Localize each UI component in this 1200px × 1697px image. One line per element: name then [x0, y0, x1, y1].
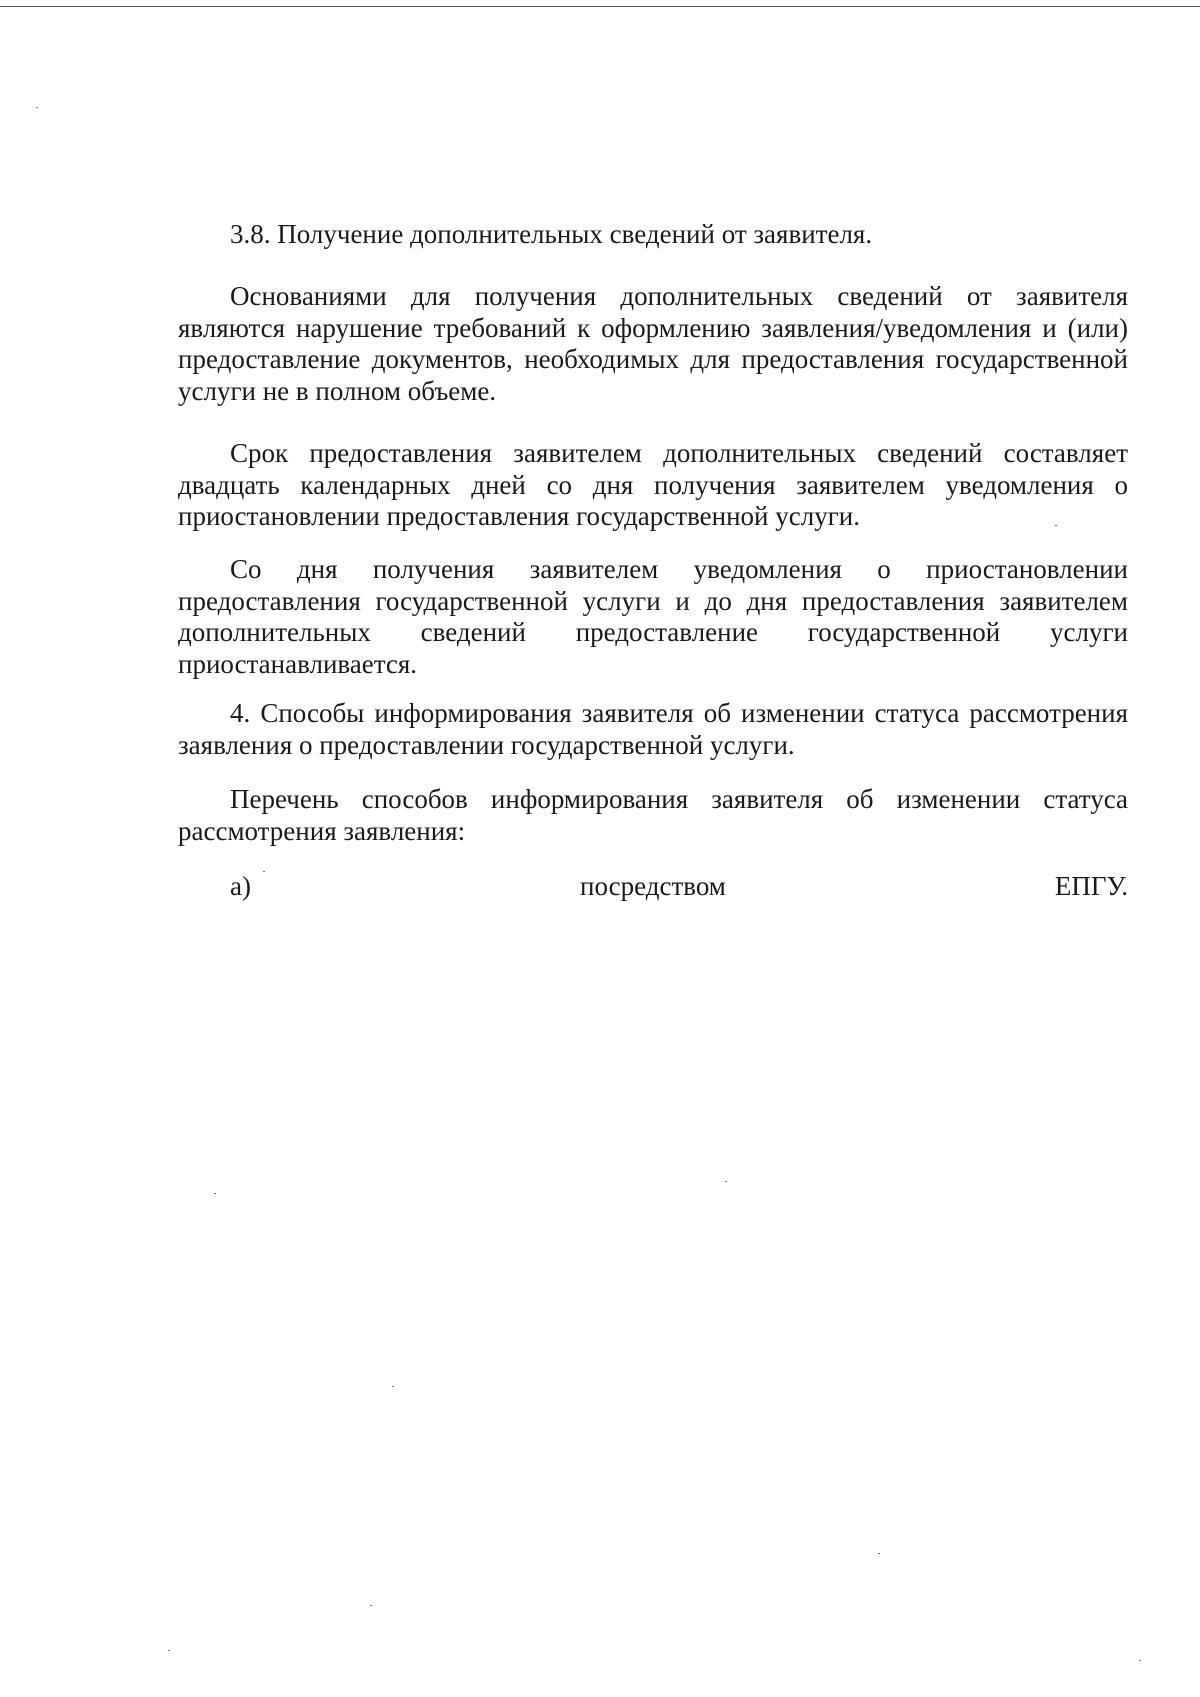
list-item-end: ЕПГУ.: [1054, 871, 1128, 901]
scan-speck: [1139, 1660, 1141, 1661]
scan-speck: [392, 1386, 394, 1387]
page-top-rule: [0, 6, 1200, 7]
section-heading: 3.8. Получение дополнительных сведений от заявителя.: [230, 219, 873, 249]
list-item-word: посредством: [580, 871, 726, 901]
list-item: [230, 871, 1128, 903]
paragraph-methods-list: Перечень способов информирования заявителя об изменении статуса рассмотрения заявления:: [178, 784, 1128, 846]
scan-speck: [725, 1181, 727, 1182]
scan-speck: [878, 1553, 880, 1554]
list-item-marker: а): [230, 871, 251, 901]
scan-speck: [168, 1650, 170, 1651]
scan-speck: [263, 871, 265, 872]
paragraph-deadline: Срок предоставления заявителем дополнительных сведений составляет двадцать календарных дней со дня получения заявителем уведомления о приостановлении предоставления государственной услуги.: [178, 438, 1128, 531]
paragraph-grounds: Основаниями для получения дополнительных сведений от заявителя являются нарушение требований к оформлению заявления/уведомления и (или) предоставление документов, необходимых для предоставления государственной услуги не в полном объеме.: [178, 281, 1128, 406]
scan-speck: [36, 107, 38, 108]
scan-speck: [1055, 525, 1057, 526]
paragraph-suspension: Со дня получения заявителем уведомления о приостановлении предоставления государственной услуги и до дня предоставления заявителем дополнительных сведений предоставление государственной услуги приостанавливается.: [178, 554, 1128, 679]
scan-speck: [214, 1193, 216, 1194]
section-4-heading: 4. Способы информирования заявителя об изменении статуса рассмотрения заявления о предоставлении государственной услуги.: [178, 698, 1128, 760]
scan-speck: [370, 1605, 372, 1606]
